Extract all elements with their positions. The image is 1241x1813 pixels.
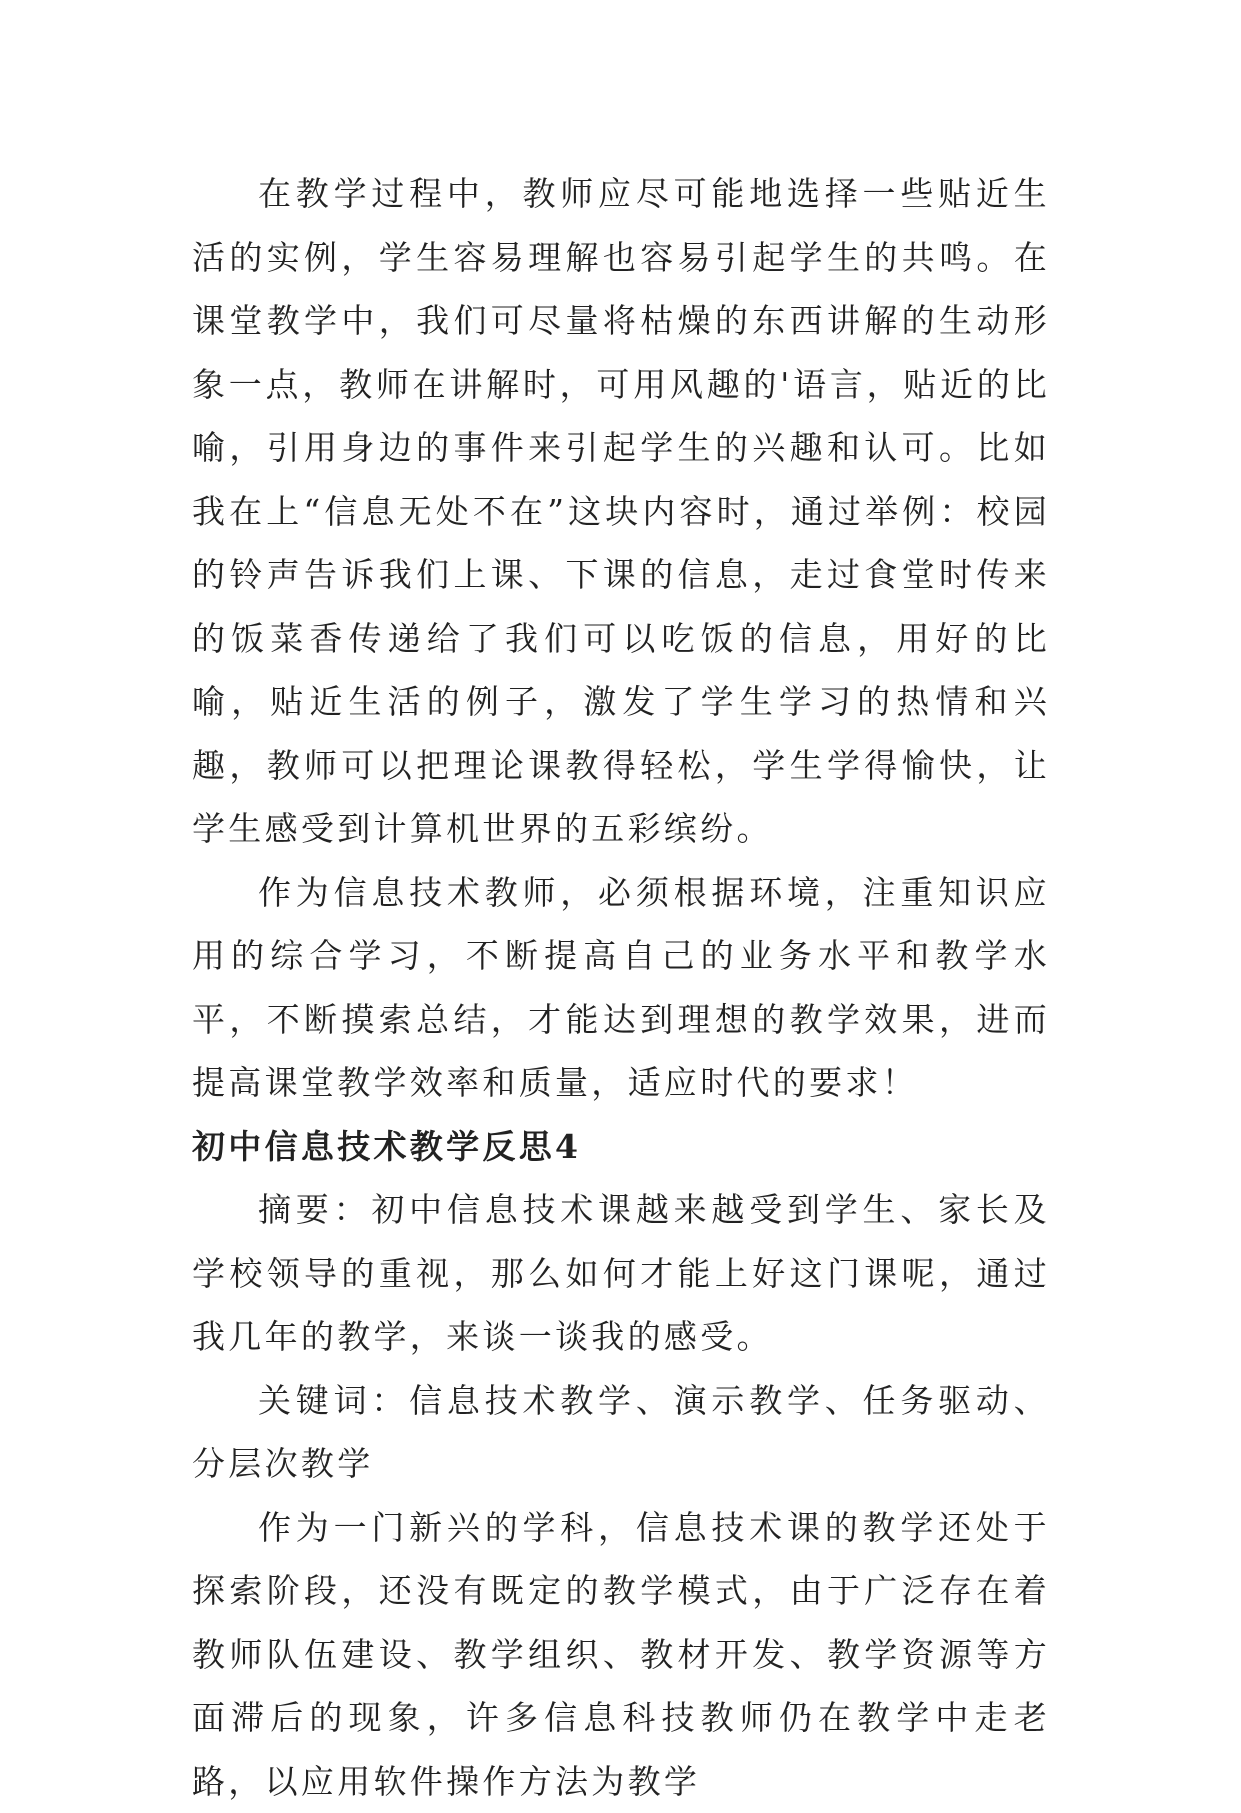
document-page	[192, 162, 1050, 1813]
paragraph-teacher-requirements: 作为信息技术教师，必须根据环境，注重知识应用的综合学习，不断提高自己的业务水平和教学水平，不断摸索总结，才能达到理想的教学效果，进而提高课堂教学效率和质量，适应时代的要求！	[192, 861, 1050, 1115]
paragraph-keywords: 关键词：信息技术教学、演示教学、任务驱动、分层次教学	[192, 1369, 1050, 1496]
paragraph-abstract: 摘要：初中信息技术课越来越受到学生、家长及学校领导的重视，那么如何才能上好这门课呢，通过我几年的教学，来谈一谈我的感受。	[192, 1178, 1050, 1369]
section-title: 初中信息技术教学反思4	[192, 1115, 1050, 1179]
paragraph-real-life-examples: 在教学过程中，教师应尽可能地选择一些贴近生活的实例，学生容易理解也容易引起学生的共鸣。在课堂教学中，我们可尽量将枯燥的东西讲解的生动形象一点，教师在讲解时，可用风趣的'语言，贴近的比喻，引用身边的事件来引起学生的兴趣和认可。比如我在上“信息无处不在”这块内容时，通过举例：校园的铃声告诉我们上课、下课的信息，走过食堂时传来的饭菜香传递给了我们可以吃饭的信息，用好的比喻，贴近生活的例子，激发了学生学习的热情和兴趣，教师可以把理论课教得轻松，学生学得愉快，让学生感受到计算机世界的五彩缤纷。	[192, 162, 1050, 861]
paragraph-intro: 作为一门新兴的学科，信息技术课的教学还处于探索阶段，还没有既定的教学模式，由于广泛存在着教师队伍建设、教学组织、教材开发、教学资源等方面滞后的现象，许多信息科技教师仍在教学中走老路，以应用软件操作方法为教学	[192, 1496, 1050, 1813]
